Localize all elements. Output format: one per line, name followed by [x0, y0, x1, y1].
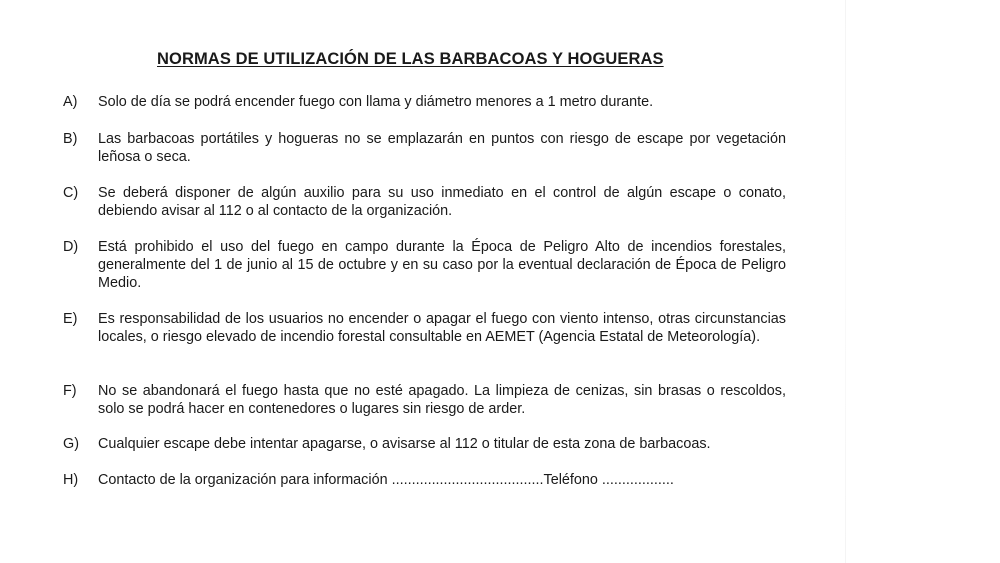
rule-item-g [63, 435, 786, 453]
rule-item-e [63, 310, 786, 346]
rule-item-a [63, 93, 786, 111]
rule-item-h [63, 471, 786, 489]
rule-text: Las barbacoas portátiles y hogueras no se emplazarán en puntos con riesgo de escape por vegetación leñosa o seca. [98, 131, 786, 165]
rule-letter: E) [63, 311, 78, 327]
rule-letter: A) [63, 94, 78, 110]
rule-item-f [63, 382, 786, 418]
rule-letter: F) [63, 383, 77, 399]
page-edge-divider [845, 0, 846, 563]
rule-text: Solo de día se podrá encender fuego con llama y diámetro menores a 1 metro durante. [98, 94, 654, 110]
document-title: NORMAS DE UTILIZACIÓN DE LAS BARBACOAS Y HOGUERAS [157, 50, 664, 68]
rule-text: Es responsabilidad de los usuarios no encender o apagar el fuego con viento intenso, otras circunstancias locales, o riesgo elevado de incendio forestal consultable en AEMET (Agencia Estatal de Meteorología). [98, 311, 786, 345]
rule-item-c [63, 184, 786, 220]
rule-letter: G) [63, 436, 79, 452]
rule-letter: D) [63, 239, 79, 255]
rule-letter: B) [63, 131, 78, 147]
rule-text: Contacto de la organización para información ......................................Teléfono .................. [98, 472, 674, 488]
rule-text: Está prohibido el uso del fuego en campo durante la Época de Peligro Alto de incendios forestales, generalmente del 1 de junio al 15 de octubre y en su caso por la eventual declaración de Época de Peligro Medio. [98, 239, 786, 291]
rule-text: Se deberá disponer de algún auxilio para su uso inmediato en el control de algún escape o conato, debiendo avisar al 112 o al contacto de la organización. [98, 185, 786, 219]
rule-item-d [63, 238, 786, 292]
rule-item-b [63, 130, 786, 166]
rule-text: Cualquier escape debe intentar apagarse, o avisarse al 112 o titular de esta zona de barbacoas. [98, 436, 711, 452]
rule-letter: H) [63, 472, 79, 488]
rule-letter: C) [63, 185, 79, 201]
rule-text: No se abandonará el fuego hasta que no esté apagado. La limpieza de cenizas, sin brasas o rescoldos, solo se podrá hacer en contenedores o lugares sin riesgo de arder. [98, 383, 786, 417]
